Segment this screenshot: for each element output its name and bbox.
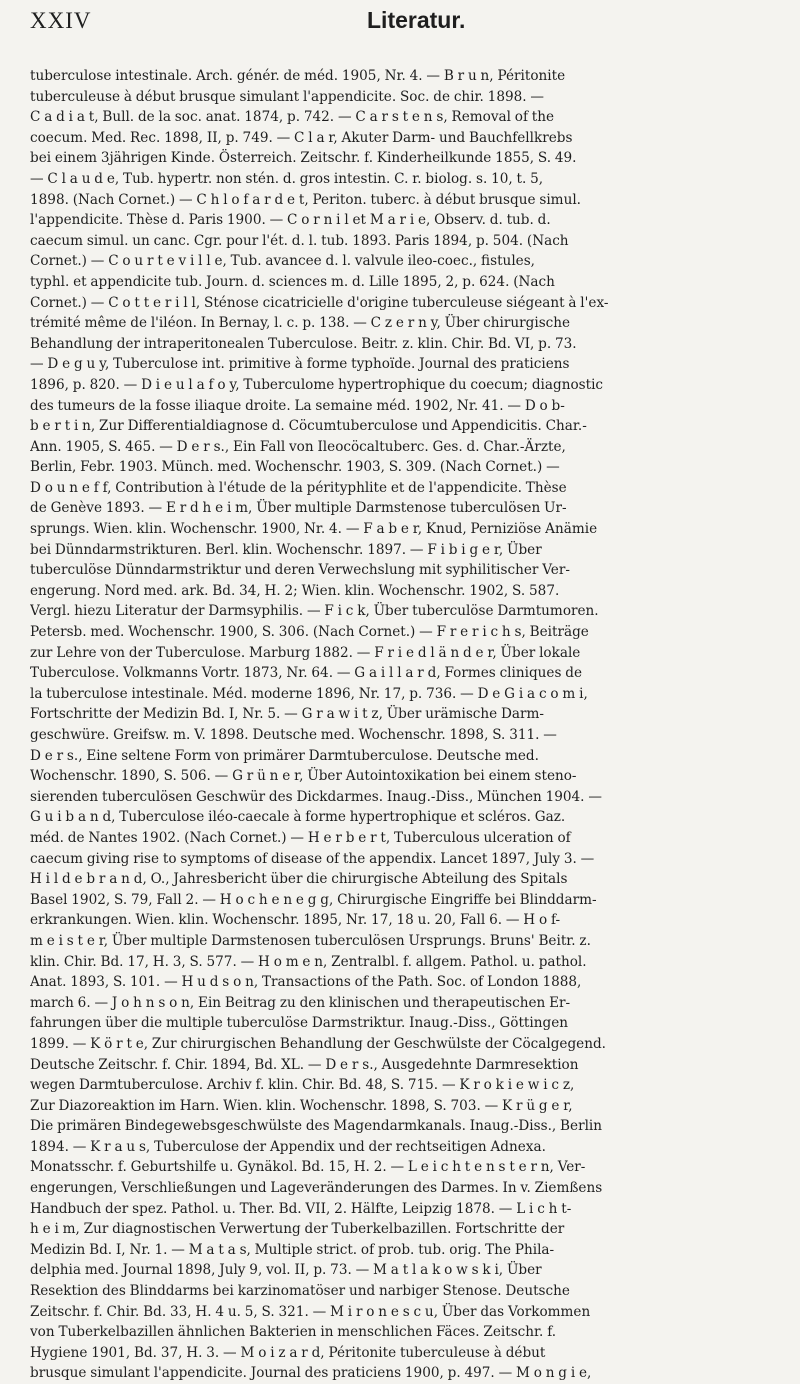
text-line: méd. de Nantes 1902. (Nach Cornet.) — H e r b e r t, Tuberculous ulceration of [30,829,571,846]
text-line: de Genève 1893. — E r d h e i m, Über multiple Darmstenose tuberculösen Ur- [30,500,567,517]
text-line: Vergl. hiezu Literatur der Darmsyphilis. — F i c k, Über tuberculöse Darmtumoren. [30,603,599,620]
bibliography-text [30,66,778,1384]
text-line: Petersb. med. Wochenschr. 1900, S. 306. (Nach Cornet.) — F r e r i c h s, Beiträge [30,624,589,641]
text-line: D o u n e f f, Contribution à l'étude de la pérityphlite et de l'appendicite. Thèse [30,479,567,496]
text-line: caecum simul. un canc. Cgr. pour l'ét. d. l. tub. 1893. Paris 1894, p. 504. (Nach [30,232,569,249]
text-line: klin. Chir. Bd. 17, H. 3, S. 577. — H o m e n, Zentralbl. f. allgem. Pathol. u. pathol. [30,953,587,970]
text-line: fahrungen über die multiple tuberculöse Darmstriktur. Inaug.-Diss., Göttingen [30,1015,568,1032]
text-line: sprungs. Wien. klin. Wochenschr. 1900, Nr. 4. — F a b e r, Knud, Perniziöse Anämie [30,521,598,538]
text-line: caecum giving rise to symptoms of disease of the appendix. Lancet 1897, July 3. — [30,850,595,867]
text-line: C a d i a t, Bull. de la soc. anat. 1874, p. 742. — C a r s t e n s, Removal of the [30,109,555,126]
text-line: Cornet.) — C o u r t e v i l l e, Tub. avancee d. l. valvule ileo-coec., fistules, [30,253,536,270]
text-line: Cornet.) — C o t t e r i l l, Sténose cicatricielle d'origine tuberculeuse siégeant à l'ex- [30,294,609,311]
text-line: 1896, p. 820. — D i e u l a f o y, Tuberculome hypertrophique du coecum; diagnostic [30,376,604,393]
text-line: Basel 1902, S. 79, Fall 2. — H o c h e n e g g, Chirurgische Eingriffe bei Blinddarm- [30,891,597,908]
text-line: la tuberculose intestinale. Méd. moderne 1896, Nr. 17, p. 736. — D e G i a c o m i, [30,685,588,702]
text-line: wegen Darmtuberculose. Archiv f. klin. Chir. Bd. 48, S. 715. — K r o k i e w i c z, [30,1077,575,1094]
text-line: Ann. 1905, S. 465. — D e r s., Ein Fall von Ileocöcaltuberc. Ges. d. Char.-Ärzte, [30,438,566,455]
page-header [30,4,770,40]
text-line: geschwüre. Greifsw. m. V. 1898. Deutsche med. Wochenschr. 1898, S. 311. — [30,727,557,743]
text-line: m e i s t e r, Über multiple Darmstenosen tuberculösen Ursprungs. Bruns' Beitr. z. [30,932,591,949]
text-line: — C l a u d e, Tub. hypertr. non stén. d. gros intestin. C. r. biolog. s. 10, t. 5, [30,170,544,187]
text-line: Behandlung der intraperitonealen Tuberculose. Beitr. z. klin. Chir. Bd. VI, p. 73. [30,335,577,352]
text-line: Fortschritte der Medizin Bd. I, Nr. 5. — G r a w i t z, Über urämische Darm- [30,706,545,723]
text-line: Monatsschr. f. Geburtshilfe u. Gynäkol. Bd. 15, H. 2. — L e i c h t e n s t e r n, Ver- [30,1159,586,1176]
text-line: typhl. et appendicite tub. Journ. d. sciences m. d. Lille 1895, 2, p. 624. (Nach [30,273,555,290]
text-line: erkrankungen. Wien. klin. Wochenschr. 1895, Nr. 17, 18 u. 20, Fall 6. — H o f- [30,912,561,929]
text-line: brusque simulant l'appendicite. Journal des praticiens 1900, p. 497. — M o n g i e, [30,1365,592,1382]
text-line: Die primären Bindegewebsgeschwülste des Magendarmkanals. Inaug.-Diss., Berlin [30,1118,603,1135]
text-line: engerung. Nord med. ark. Bd. 34, H. 2; Wien. klin. Wochenschr. 1902, S. 587. [30,582,560,599]
text-line: delphia med. Journal 1898, July 9, vol. II, p. 73. — M a t l a k o w s k i, Über [30,1262,542,1279]
text-line: Berlin, Febr. 1903. Münch. med. Wochenschr. 1903, S. 309. (Nach Cornet.) — [30,459,560,476]
text-line: Deutsche Zeitschr. f. Chir. 1894, Bd. XL. — D e r s., Ausgedehnte Darmresektion [30,1056,579,1073]
text-line: D e r s., Eine seltene Form von primärer Darmtuberculose. Deutsche med. [30,747,539,764]
running-title: Literatur. [367,7,466,33]
text-line: tuberculöse Dünndarmstriktur und deren Verwechslung mit syphilitischer Ver- [30,562,570,579]
text-line: Anat. 1893, S. 101. — H u d s o n, Transactions of the Path. Soc. of London 1888, [30,974,582,991]
text-line: Wochenschr. 1890, S. 506. — G r ü n e r, Über Autointoxikation bei einem steno- [30,768,577,785]
text-line: trémité même de l'iléon. In Bernay, l. c. p. 138. — C z e r n y, Über chirurgische [30,315,571,332]
text-line: l'appendicite. Thèse d. Paris 1900. — C o r n i l et M a r i e, Observ. d. tub. d. [30,212,551,229]
text-line: 1899. — K ö r t e, Zur chirurgischen Behandlung der Geschwülste der Cöcalgegend. [30,1035,607,1052]
text-line: Medizin Bd. I, Nr. 1. — M a t a s, Multiple strict. of prob. tub. orig. The Phila- [30,1241,555,1258]
text-line: H i l d e b r a n d, O., Jahresbericht über die chirurgische Abteilung des Spitals [30,871,568,888]
text-line: zur Lehre von der Tuberculose. Marburg 1882. — F r i e d l ä n d e r, Über lokale [30,644,581,661]
text-line: 1894. — K r a u s, Tuberculose der Appendix und der rechtseitigen Adnexa. [30,1138,546,1155]
text-line: 1898. (Nach Cornet.) — C h l o f a r d e t, Periton. tuberc. à début brusque simul. [30,191,581,208]
text-line: tuberculeuse à début brusque simulant l'appendicite. Soc. de chir. 1898. — [30,88,545,105]
text-line: tuberculose intestinale. Arch. génér. de méd. 1905, Nr. 4. — B r u n, Péritonite [30,68,566,84]
text-line: b e r t i n, Zur Differentialdiagnose d. Cöcumtuberculose und Appendicitis. Char.- [30,418,587,435]
text-line: von Tuberkelbazillen ähnlichen Bakterien in menschlichen Fäces. Zeitschr. f. [30,1324,557,1341]
text-line: G u i b a n d, Tuberculose iléo-caecale à forme hypertrophique et scléros. Gaz. [30,809,566,826]
text-line: — D e g u y, Tuberculose int. primitive à forme typhoïde. Journal des praticiens [30,356,570,373]
text-line: des tumeurs de la fosse iliaque droite. La semaine méd. 1902, Nr. 41. — D o b- [30,397,565,414]
text-line: march 6. — J o h n s o n, Ein Beitrag zu den klinischen und therapeutischen Er- [30,994,571,1011]
text-line: sierenden tuberculösen Geschwür des Dickdarmes. Inaug.-Diss., München 1904. — [30,788,602,805]
text-line: bei Dünndarmstrikturen. Berl. klin. Wochenschr. 1897. — F i b i g e r, Über [30,541,542,558]
text-line: Handbuch der spez. Pathol. u. Ther. Bd. VII, 2. Hälfte, Leipzig 1878. — L i c h t- [30,1200,572,1217]
text-line: Tuberculose. Volkmanns Vortr. 1873, Nr. 64. — G a i l l a r d, Formes cliniques de [30,665,583,682]
text-line: Zur Diazoreaktion im Harn. Wien. klin. Wochenschr. 1898, S. 703. — K r ü g e r, [30,1097,573,1114]
text-line: Hygiene 1901, Bd. 37, H. 3. — M o i z a r d, Péritonite tuberculeuse à début [30,1344,546,1361]
text-line: engerungen, Verschließungen und Lageveränderungen des Darmes. In v. Ziemßens [30,1180,603,1197]
text-line: h e i m, Zur diagnostischen Verwertung der Tuberkelbazillen. Fortschritte der [30,1221,565,1238]
text-line: coecum. Med. Rec. 1898, II, p. 749. — C l a r, Akuter Darm- und Bauchfellkrebs [30,129,573,146]
page-number: XXIV [30,8,92,33]
text-line: bei einem 3jährigen Kinde. Österreich. Zeitschr. f. Kinderheilkunde 1855, S. 49. [30,150,577,167]
text-line: Zeitschr. f. Chir. Bd. 33, H. 4 u. 5, S. 321. — M i r o n e s c u, Über das Vorkommen [30,1303,591,1320]
text-line: Resektion des Blinddarms bei karzinomatöser und narbiger Stenose. Deutsche [30,1283,570,1300]
